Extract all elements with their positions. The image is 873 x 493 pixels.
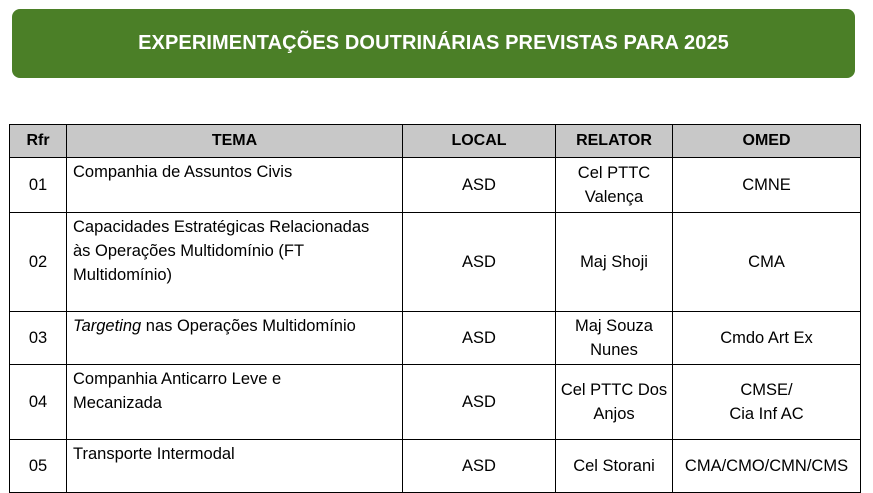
cell-tema — [67, 312, 403, 365]
omed-line: CMA — [748, 253, 785, 271]
relator-line: Cel PTTC Dos — [560, 381, 668, 399]
relator-line: Valença — [584, 188, 644, 206]
table-row — [10, 158, 861, 213]
cell-omed — [673, 158, 861, 213]
cell-rfr: 02 — [10, 213, 67, 312]
tema-line: Companhia Anticarro Leve e — [73, 370, 282, 388]
omed-line: CMA/CMO/CMN/CMS — [684, 457, 849, 475]
table-row — [10, 312, 861, 365]
cell-tema — [67, 440, 403, 493]
cell-local: ASD — [403, 440, 556, 493]
omed-line: CMNE — [742, 176, 791, 194]
cell-relator — [556, 312, 673, 365]
cell-relator — [556, 213, 673, 312]
cell-rfr: 04 — [10, 365, 67, 440]
relator-line: Cel PTTC — [577, 164, 651, 182]
cell-local: ASD — [403, 213, 556, 312]
tema-line: Transporte Intermodal — [73, 445, 235, 463]
cell-rfr: 03 — [10, 312, 67, 365]
cell-tema — [67, 365, 403, 440]
table-row — [10, 213, 861, 312]
tema-line: Mecanizada — [73, 394, 162, 412]
cell-rfr: 01 — [10, 158, 67, 213]
relator-line: Maj Souza — [575, 317, 653, 335]
omed-line: Cia Inf AC — [729, 405, 804, 423]
tema-line: Multidomínio) — [73, 266, 173, 284]
cell-relator — [556, 440, 673, 493]
header-relator: RELATOR — [556, 125, 673, 158]
table-row — [10, 365, 861, 440]
table-row — [10, 440, 861, 493]
cell-local: ASD — [403, 158, 556, 213]
relator-line: Anjos — [593, 405, 635, 423]
relator-line: Cel Storani — [573, 457, 655, 475]
tema-rest: nas Operações Multidomínio — [141, 317, 356, 335]
header-omed: OMED — [673, 125, 861, 158]
tema-line: às Operações Multidomínio (FT — [73, 242, 305, 260]
table-header-row — [10, 125, 861, 158]
cell-omed — [673, 365, 861, 440]
cell-omed — [673, 440, 861, 493]
cell-relator — [556, 365, 673, 440]
tema-line: Capacidades Estratégicas Relacionadas — [73, 218, 370, 236]
title-banner — [12, 9, 855, 78]
tema-line: Companhia de Assuntos Civis — [73, 163, 293, 181]
omed-line: Cmdo Art Ex — [720, 329, 813, 347]
cell-tema — [67, 158, 403, 213]
relator-line: Nunes — [590, 341, 638, 359]
page-title: EXPERIMENTAÇÕES DOUTRINÁRIAS PREVISTAS PARA 2025 — [138, 32, 729, 54]
cell-rfr: 05 — [10, 440, 67, 493]
omed-line: CMSE/ — [740, 381, 793, 399]
cell-tema — [67, 213, 403, 312]
header-tema: TEMA — [67, 125, 403, 158]
cell-omed — [673, 213, 861, 312]
cell-omed — [673, 312, 861, 365]
experimentation-table — [9, 124, 861, 493]
cell-local: ASD — [403, 365, 556, 440]
cell-local: ASD — [403, 312, 556, 365]
relator-line: Maj Shoji — [580, 253, 648, 271]
tema-italic: Targeting — [73, 317, 142, 335]
header-rfr: Rfr — [10, 125, 67, 158]
header-local: LOCAL — [403, 125, 556, 158]
cell-relator — [556, 158, 673, 213]
